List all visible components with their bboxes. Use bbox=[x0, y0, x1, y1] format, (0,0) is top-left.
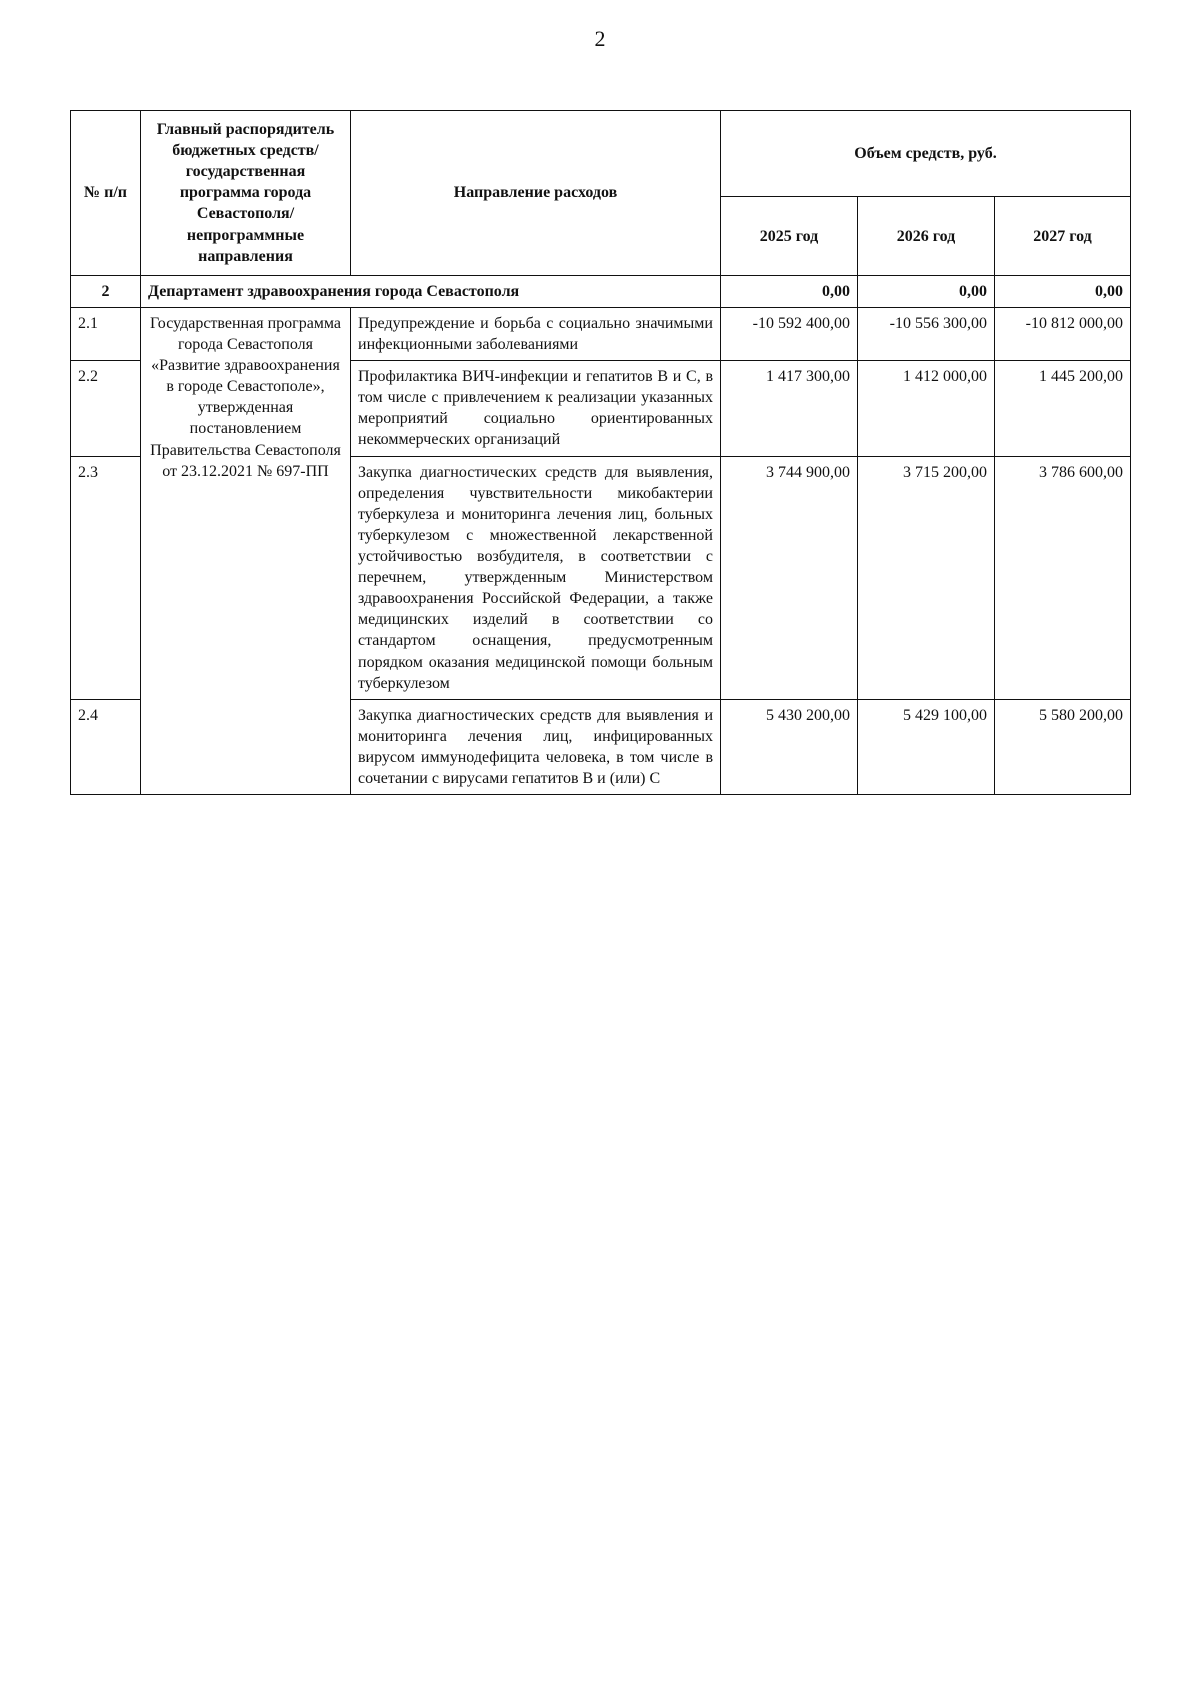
page-number: 2 bbox=[594, 26, 606, 51]
row-value-2025: -10 592 400,00 bbox=[721, 307, 858, 360]
header-num: № п/п bbox=[71, 111, 141, 276]
row-value-2025: 5 430 200,00 bbox=[721, 699, 858, 794]
table-row bbox=[71, 307, 1131, 360]
header-recipient: Главный распорядитель бюджетных средств/государственная программа города Севастополя/непрограммные направления bbox=[141, 111, 351, 276]
header-volume: Объем средств, руб. bbox=[721, 111, 1131, 197]
row-value-2027: 5 580 200,00 bbox=[995, 699, 1131, 794]
row-value-2025: 3 744 900,00 bbox=[721, 456, 858, 699]
row-value-2026: 1 412 000,00 bbox=[858, 361, 995, 456]
header-direction: Направление расходов bbox=[351, 111, 721, 276]
row-direction: Закупка диагностических средств для выявления, определения чувствительности микобактерии туберкулеза и мониторинга лечения лиц, больных туберкулезом с множественной лекарственной устойчивостью возбудителя, в соответствии с перечнем, утвержденным Министерством здравоохранения Российской Федерации, а также медицинских изделий в соответствии со стандартом оснащения, предусмотренным порядком оказания медицинской помощи больным туберкулезом bbox=[351, 456, 721, 699]
row-num: 2.4 bbox=[71, 699, 141, 794]
row-direction: Предупреждение и борьба с социально значимыми инфекционными заболеваниями bbox=[351, 307, 721, 360]
department-num: 2 bbox=[71, 275, 141, 307]
row-direction: Профилактика ВИЧ-инфекции и гепатитов В и С, в том числе с привлечением к реализации указанных мероприятий социально ориентированных некоммерческих организаций bbox=[351, 361, 721, 456]
row-num: 2.1 bbox=[71, 307, 141, 360]
row-value-2026: 3 715 200,00 bbox=[858, 456, 995, 699]
department-row bbox=[71, 275, 1131, 307]
header-year-2026: 2026 год bbox=[858, 197, 995, 275]
row-value-2027: 1 445 200,00 bbox=[995, 361, 1131, 456]
row-num: 2.3 bbox=[71, 456, 141, 699]
department-name bbox=[141, 275, 721, 307]
row-value-2026: 5 429 100,00 bbox=[858, 699, 995, 794]
row-direction: Закупка диагностических средств для выявления и мониторинга лечения лиц, инфицированных вирусом иммунодефицита человека, в том числе в сочетании с вирусами гепатитов В и (или) С bbox=[351, 699, 721, 794]
header-row bbox=[71, 111, 1131, 197]
department-value-2025: 0,00 bbox=[721, 275, 858, 307]
expense-table bbox=[70, 110, 1131, 795]
department-value-2026: 0,00 bbox=[858, 275, 995, 307]
department-value-2027: 0,00 bbox=[995, 275, 1131, 307]
row-value-2025: 1 417 300,00 bbox=[721, 361, 858, 456]
header-year-2027: 2027 год bbox=[995, 197, 1131, 275]
header-year-2025: 2025 год bbox=[721, 197, 858, 275]
program-name: Государственная программа города Севастополя «Развитие здравоохранения в городе Севастополе», утвержденная постановлением Правительства Севастополя от 23.12.2021 № 697-ПП bbox=[141, 307, 351, 794]
department-name-text: Департамент здравоохранения города Севастополя bbox=[148, 282, 520, 300]
row-num: 2.2 bbox=[71, 361, 141, 456]
row-value-2027: 3 786 600,00 bbox=[995, 456, 1131, 699]
row-value-2027: -10 812 000,00 bbox=[995, 307, 1131, 360]
row-value-2026: -10 556 300,00 bbox=[858, 307, 995, 360]
